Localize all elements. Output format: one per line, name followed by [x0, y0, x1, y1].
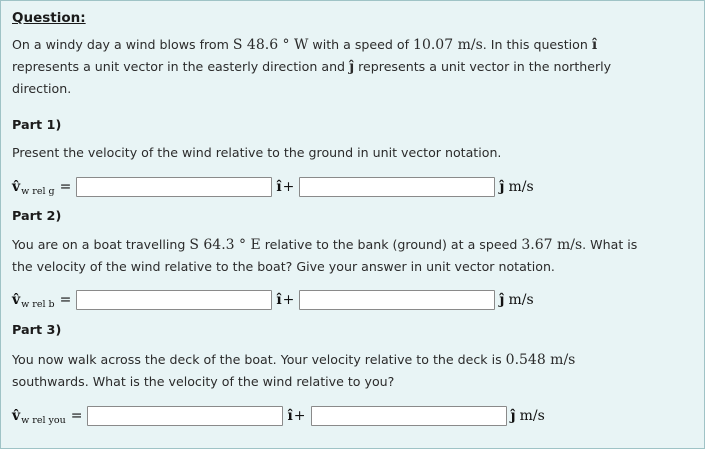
part3-j-component-input[interactable]	[311, 406, 507, 426]
part2-j-component-input[interactable]	[299, 290, 495, 310]
intro-line-2	[12, 56, 692, 78]
prompt-text: relative to the bank (ground) at a speed	[260, 237, 522, 252]
part1-answer-row	[12, 176, 534, 198]
prompt-text: You are on a boat travelling	[12, 237, 190, 252]
part2-answer-row	[12, 289, 534, 311]
units-label: m/s	[519, 408, 545, 424]
part3-prompt-line-2: southwards. What is the velocity of the wind relative to you?	[12, 374, 395, 389]
j-hat-symbol: ĵ	[349, 59, 355, 75]
intro-text: represents a unit vector in the easterly direction and	[12, 59, 350, 74]
part1-j-component-input[interactable]	[299, 177, 495, 197]
intro-text: with a speed of	[308, 37, 414, 52]
vector-subscript: w rel b	[21, 298, 55, 310]
part3-prompt-line-1	[12, 349, 692, 371]
i-unit-symbol: î	[276, 179, 282, 195]
velocity-vector-symbol: v̂	[12, 292, 21, 308]
equals-sign: =	[59, 179, 72, 195]
part3-i-component-input[interactable]	[87, 406, 283, 426]
vector-subscript: w rel g	[21, 185, 55, 197]
plus-sign: +	[282, 179, 295, 195]
intro-line-3: direction.	[12, 81, 72, 96]
part1-prompt: Present the velocity of the wind relative to the ground in unit vector notation.	[12, 145, 502, 160]
question-heading: Question:	[12, 10, 86, 26]
i-unit-symbol: î	[287, 408, 293, 424]
part2-title: Part 2)	[12, 209, 62, 224]
j-unit-symbol: ĵ	[499, 179, 505, 195]
j-unit-symbol: ĵ	[510, 408, 516, 424]
wind-direction: S 48.6 ° W	[232, 37, 309, 53]
j-unit-symbol: ĵ	[499, 292, 505, 308]
boat-direction: S 64.3 ° E	[189, 237, 261, 253]
prompt-text: . What is	[582, 237, 638, 252]
velocity-vector-symbol: v̂	[12, 408, 21, 424]
plus-sign: +	[282, 292, 295, 308]
intro-text: . In this question	[482, 37, 592, 52]
boat-speed: 3.67 m/s	[521, 237, 583, 253]
question-intro	[12, 34, 692, 100]
part1-i-component-input[interactable]	[76, 177, 272, 197]
plus-sign: +	[293, 408, 306, 424]
vector-subscript: w rel you	[21, 414, 66, 426]
part3-title: Part 3)	[12, 323, 62, 338]
part1-title: Part 1)	[12, 118, 62, 133]
intro-text: On a windy day a wind blows from	[12, 37, 233, 52]
velocity-vector-symbol: v̂	[12, 179, 21, 195]
wind-speed: 10.07 m/s	[413, 37, 483, 53]
i-hat-symbol: î	[591, 37, 598, 53]
equals-sign: =	[70, 408, 83, 424]
part3-answer-row	[12, 405, 545, 427]
walk-speed: 0.548 m/s	[505, 352, 576, 368]
prompt-text: You now walk across the deck of the boat. Your velocity relative to the deck is	[12, 352, 506, 367]
units-label: m/s	[508, 292, 534, 308]
part2-prompt-line-2: the velocity of the wind relative to the boat? Give your answer in unit vector notation.	[12, 259, 555, 274]
part2-prompt	[12, 234, 692, 278]
units-label: m/s	[508, 179, 534, 195]
part3-prompt	[12, 349, 692, 393]
intro-line-1	[12, 34, 692, 56]
part2-prompt-line-1	[12, 234, 692, 256]
part2-i-component-input[interactable]	[76, 290, 272, 310]
intro-text: represents a unit vector in the northerly	[354, 59, 612, 74]
equals-sign: =	[59, 292, 72, 308]
i-unit-symbol: î	[276, 292, 282, 308]
